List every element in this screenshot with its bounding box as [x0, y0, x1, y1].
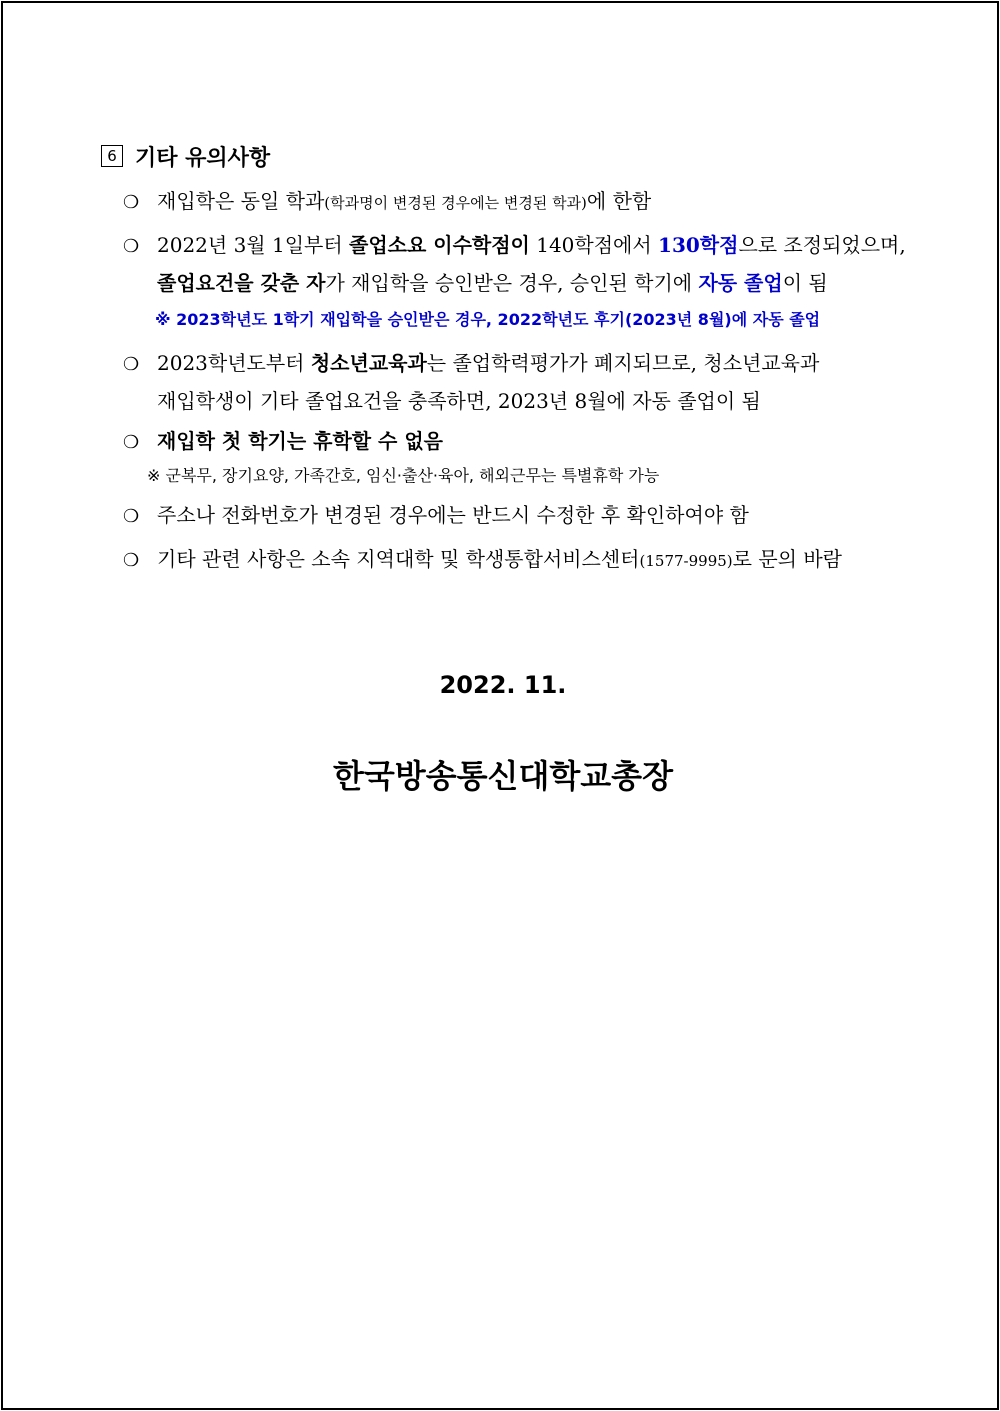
- section-heading: [99, 141, 270, 171]
- note-special-leave: ※ 군복무, 장기요양, 가족간호, 임신·출산·육아, 해외근무는 특별휴학 가능: [147, 466, 660, 485]
- notice-item-youth-education: ❍ 2023학년도부터 청소년교육과는 졸업학력평가가 폐지되므로, 청소년교육과 재입학생이 기타 졸업요건을 충족하면, 2023년 8월에 자동 졸업이 됨: [123, 345, 923, 419]
- notice-item-inquiries: ❍ 기타 관련 사항은 소속 지역대학 및 학생통합서비스센터(1577-9995)로 문의 바람: [123, 541, 923, 579]
- section-number-box: 6: [101, 145, 123, 167]
- notice-item-credit-change: ❍ 2022년 3월 1일부터 졸업소요 이수학점이 140학점에서 130학점으로 조정되었으며, 졸업요건을 갖춘 자가 재입학을 승인받은 경우, 승인된 학기에 자동 졸업이 됨: [123, 227, 923, 301]
- bullet-icon: ❍: [123, 506, 140, 527]
- section-title: 기타 유의사항: [135, 145, 271, 171]
- bullet-icon: ❍: [123, 354, 140, 375]
- document-issuer: 한국방송통신대학교총장: [332, 757, 674, 795]
- document-date: 2022. 11.: [439, 671, 567, 699]
- notice-item-readmission-same-dept: ❍ 재입학은 동일 학과(학과명이 변경된 경우에는 변경된 학과)에 한함: [123, 183, 923, 221]
- bullet-icon: ❍: [123, 432, 140, 453]
- document-page: [1, 1, 999, 1410]
- notice-item-no-leave: ❍ 재입학 첫 학기는 휴학할 수 없음: [123, 423, 923, 461]
- notice-item-contact-update: ❍ 주소나 전화번호가 변경된 경우에는 반드시 수정한 후 확인하여야 함: [123, 497, 923, 535]
- bullet-icon: ❍: [123, 236, 140, 257]
- bullet-icon: ❍: [123, 550, 140, 571]
- note-auto-graduation: ※ 2023학년도 1학기 재입학을 승인받은 경우, 2022학년도 후기(2023년 8월)에 자동 졸업: [155, 310, 821, 329]
- bullet-icon: ❍: [123, 192, 140, 213]
